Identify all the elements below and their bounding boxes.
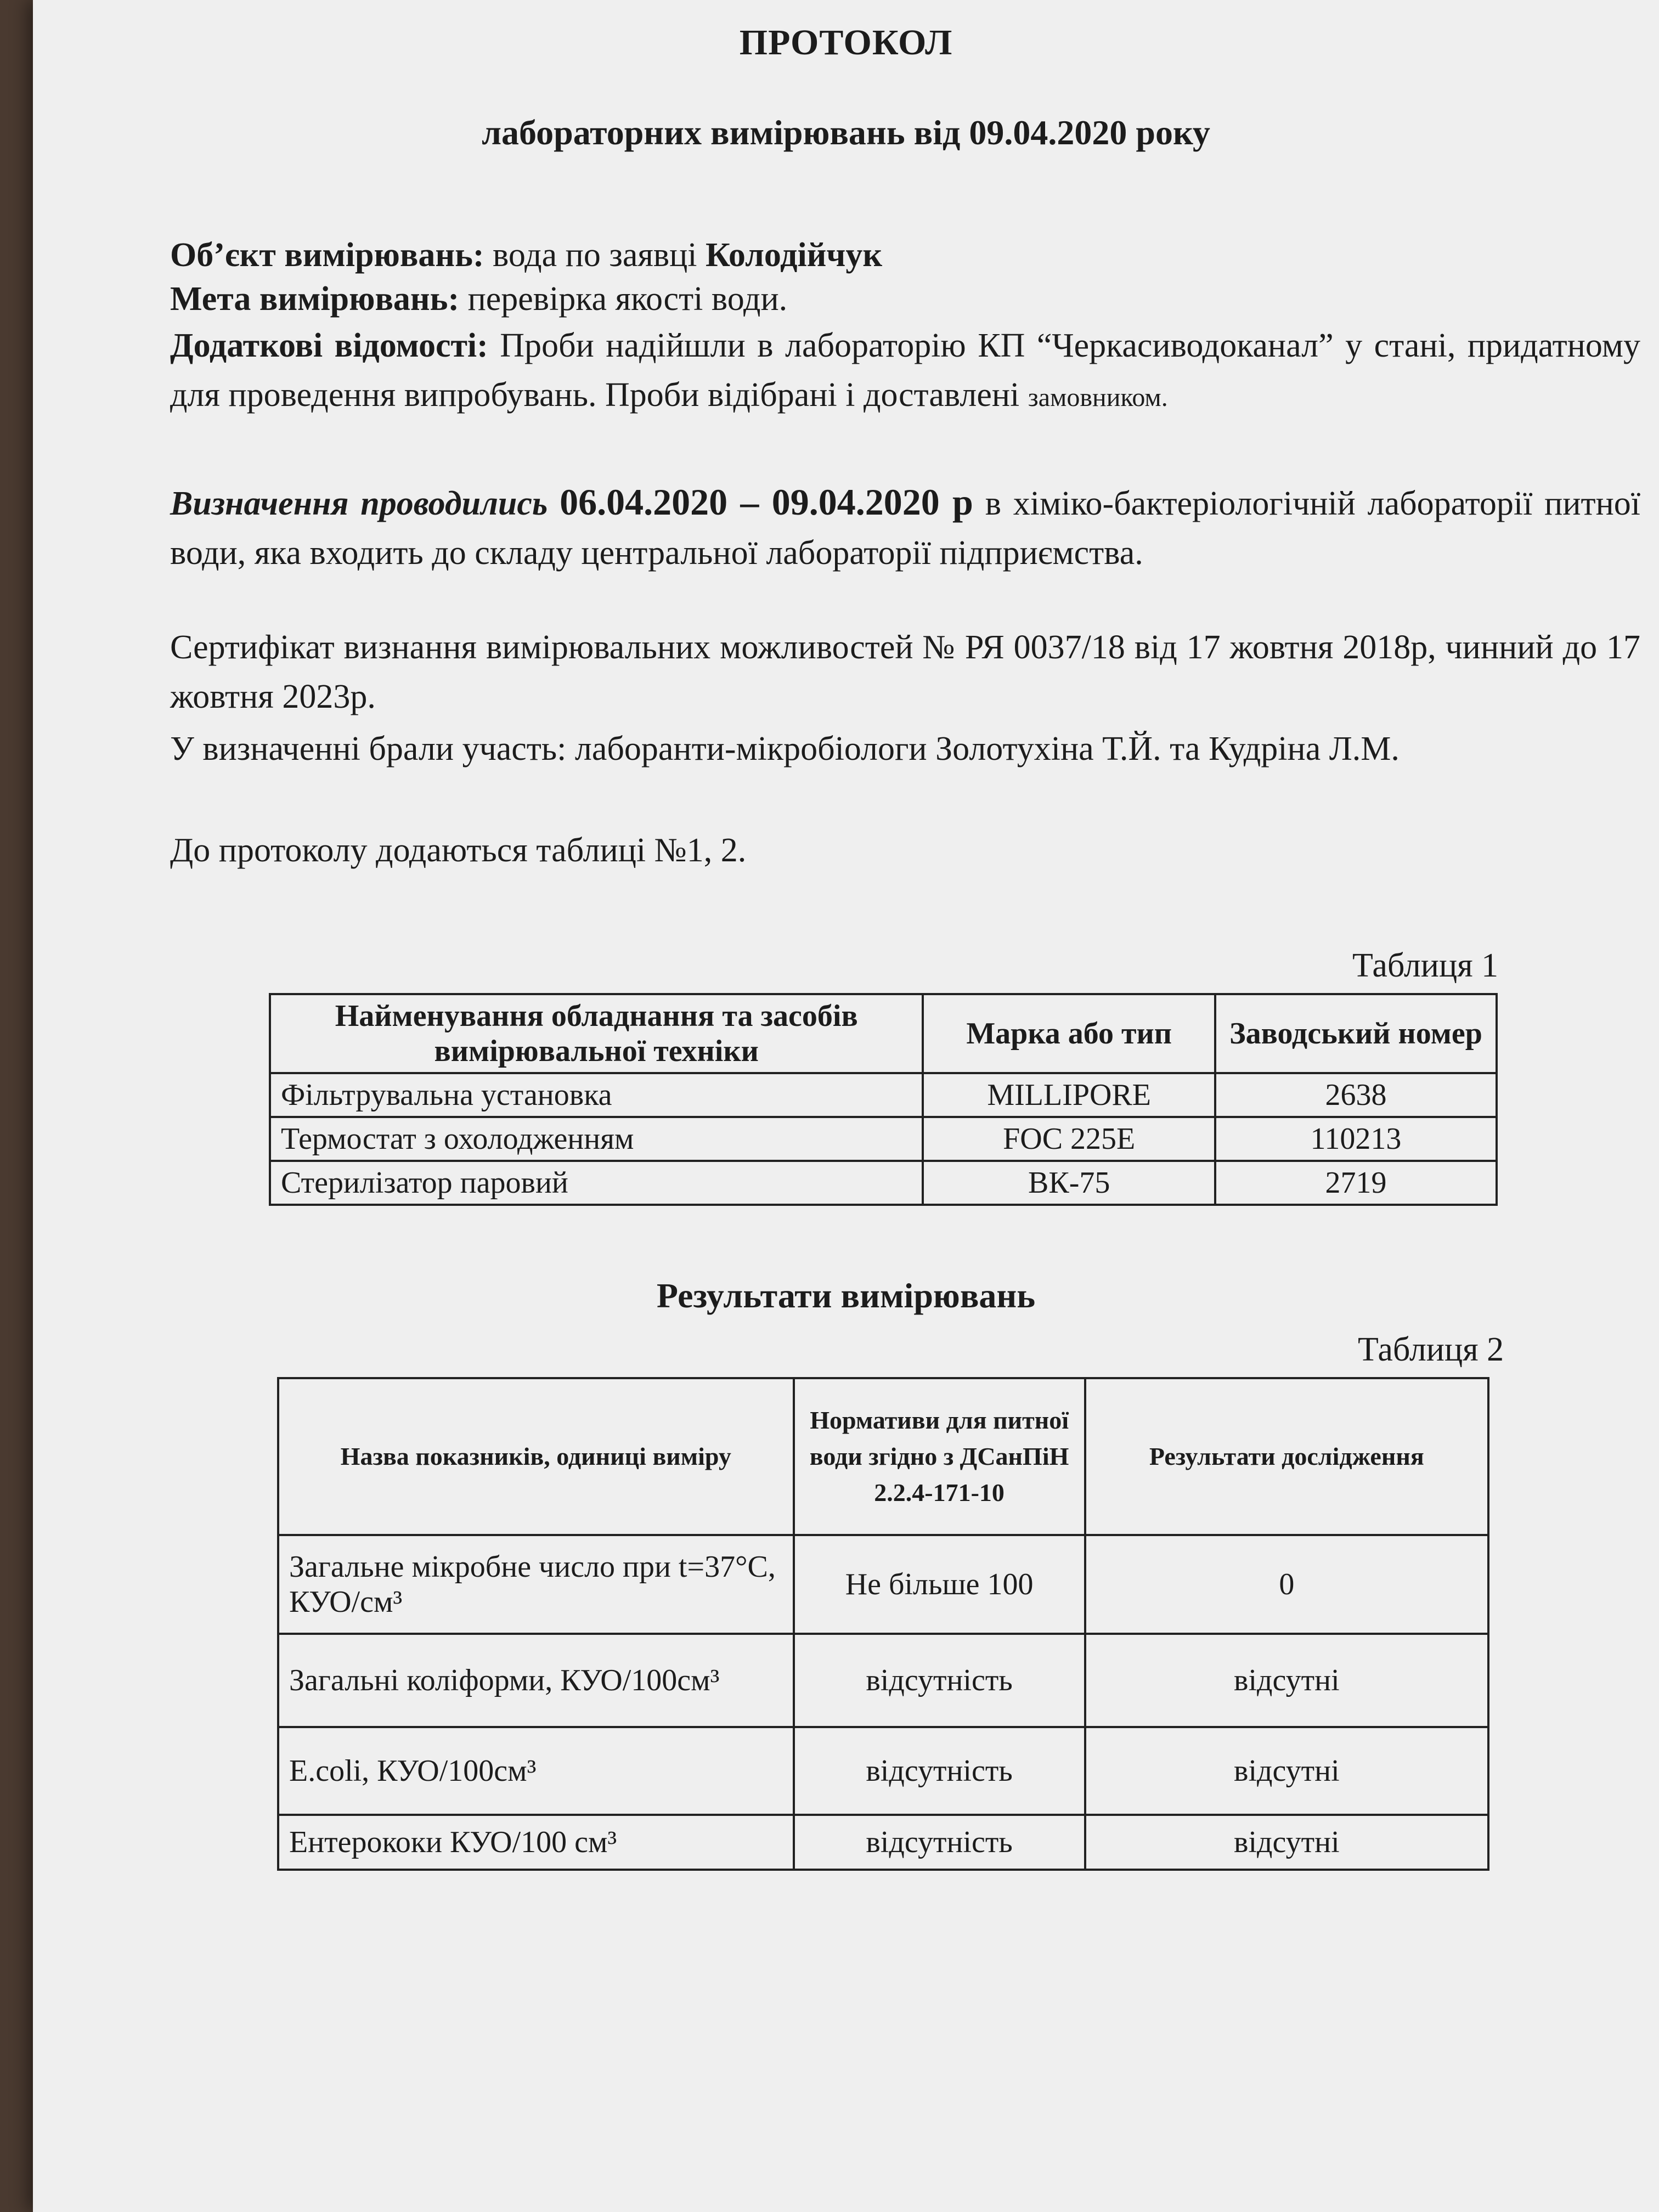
determination-value: в хіміко-бактеріологічній лабораторії питної води, яка входить до складу центральної лабораторії підприємства. (170, 485, 1640, 572)
goal-line (170, 274, 1640, 324)
determination-label: Визначення проводились (170, 485, 548, 522)
document-content (33, 0, 1659, 2212)
table2-cell: відсутність (794, 1634, 1085, 1727)
table-header-row (270, 994, 1497, 1073)
results-title: Результати вимірювань (656, 1276, 1036, 1315)
table-row (270, 1161, 1497, 1205)
table1-header-brand: Марка або тип (923, 994, 1215, 1073)
extra-value: Проби надійшли в лабораторію КП “Черкасиводоканал” у стані, придатному для проведення випробувань. Проби відібрані і доставлені (170, 327, 1640, 414)
table1-cell: Термостат з охолодженням (270, 1117, 923, 1161)
table1-cell: 110213 (1215, 1117, 1497, 1161)
table-row (278, 1727, 1488, 1815)
object-label: Об’єкт вимірювань: (170, 236, 484, 274)
table-header-row (278, 1378, 1488, 1535)
table-row (278, 1535, 1488, 1634)
table1-header-serial: Заводський номер (1215, 994, 1497, 1073)
object-line (170, 230, 1640, 280)
table2-cell: Ентерококи КУО/100 см³ (278, 1815, 794, 1870)
table1-cell: Фільтрувальна установка (270, 1073, 923, 1117)
table-row (270, 1117, 1497, 1161)
table2-header-norms: Нормативи для питної води згідно з ДСанПіН 2.2.4-171-10 (794, 1378, 1085, 1535)
determination-info (170, 477, 1640, 578)
table2-cell: відсутність (794, 1815, 1085, 1870)
document-title: ПРОТОКОЛ (739, 22, 953, 63)
table2-cell: 0 (1085, 1535, 1488, 1634)
table1-cell: 2638 (1215, 1073, 1497, 1117)
goal-value: перевірка якості води. (467, 280, 788, 318)
extra-label: Додаткові відомості: (170, 327, 488, 364)
results-table (277, 1377, 1489, 1871)
table2-cell: відсутні (1085, 1815, 1488, 1870)
table1-caption: Таблиця 1 (1352, 947, 1499, 984)
table2-cell: відсутні (1085, 1727, 1488, 1815)
table1-header-equipment: Найменування обладнання та засобів вимірювальної техніки (270, 994, 923, 1073)
table-row (270, 1073, 1497, 1117)
table1-cell: 2719 (1215, 1161, 1497, 1205)
certificate-info: Сертифікат визнання вимірювальних можливостей № РЯ 0037/18 від 17 жовтня 2018р, чинний до 17 жовтня 2023р. (170, 629, 1640, 715)
table2-cell: E.coli, КУО/100см³ (278, 1727, 794, 1815)
table-row (278, 1634, 1488, 1727)
extra-tail: замовником. (1028, 383, 1168, 412)
table1-cell: MILLIPORE (923, 1073, 1215, 1117)
table2-cell: відсутні (1085, 1634, 1488, 1727)
table2-caption: Таблиця 2 (1358, 1331, 1504, 1368)
table2-cell: Загальне мікробне число при t=37°С, КУО/см³ (278, 1535, 794, 1634)
goal-label: Мета вимірювань: (170, 280, 460, 318)
object-name: Колодійчук (706, 236, 883, 274)
table1-cell: ВК-75 (923, 1161, 1215, 1205)
table1-cell: Стерилізатор паровий (270, 1161, 923, 1205)
document-subtitle: лабораторних вимірювань від 09.04.2020 року (482, 113, 1210, 152)
paper-sheet (33, 0, 1659, 2212)
attachments-info: До протоколу додаються таблиці №1, 2. (170, 832, 747, 869)
object-value: вода по заявці (493, 236, 697, 274)
equipment-table (269, 993, 1498, 1206)
table-row (278, 1815, 1488, 1870)
table2-header-indicator: Назва показників, одиниці виміру (278, 1378, 794, 1535)
table2-cell: відсутність (794, 1727, 1085, 1815)
table2-header-results: Результати дослідження (1085, 1378, 1488, 1535)
table1-cell: FOC 225E (923, 1117, 1215, 1161)
extra-info (170, 321, 1640, 422)
table2-cell: Загальні коліформи, КУО/100см³ (278, 1634, 794, 1727)
participants-info: У визначенні брали участь: лаборанти-мікробіологи Золотухіна Т.Й. та Кудріна Л.М. (170, 730, 1400, 768)
table2-cell: Не більше 100 (794, 1535, 1085, 1634)
determination-dates: 06.04.2020 – 09.04.2020 р (560, 481, 973, 523)
